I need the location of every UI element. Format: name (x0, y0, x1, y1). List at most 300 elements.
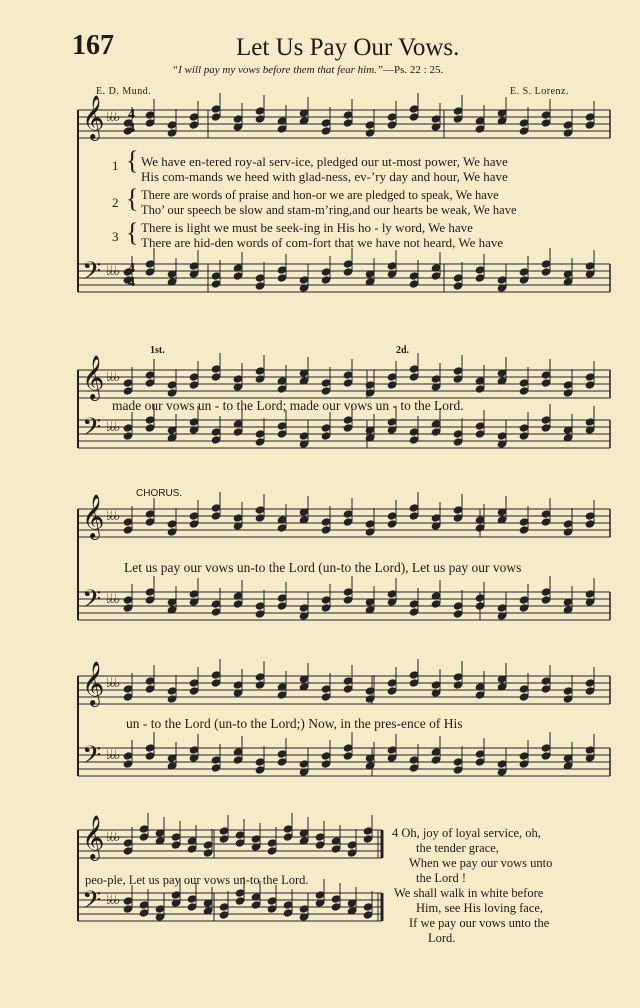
note-head (343, 685, 353, 693)
note-head (585, 520, 595, 528)
note-head (363, 827, 373, 835)
note-head (233, 272, 243, 280)
note-head (219, 903, 229, 911)
note-head (145, 371, 155, 379)
note-head (387, 381, 397, 389)
note-head (145, 416, 155, 424)
note-head (251, 901, 261, 909)
note-head (233, 514, 243, 522)
note-head (563, 129, 573, 137)
note-head (343, 510, 353, 518)
note-head (431, 514, 441, 522)
note-head (145, 111, 155, 119)
time-bottom: 4 (128, 275, 135, 290)
note-head (255, 430, 265, 438)
key-signature-flats: ♭♭♭ (106, 420, 119, 435)
note-head (277, 750, 287, 758)
note-head (519, 752, 529, 760)
verse-number-1: 1 (112, 158, 119, 173)
note-head (541, 119, 551, 127)
note-head (475, 274, 485, 282)
note-head (123, 693, 133, 701)
note-head (299, 276, 309, 284)
note-head (409, 373, 419, 381)
bass-clef-icon: 𝄢 (82, 741, 102, 776)
note-head (277, 594, 287, 602)
note-head (365, 695, 375, 703)
system-2-lyric: made our vows un - to the Lord; made our vows un - to the Lord. (112, 398, 464, 413)
note-head (145, 119, 155, 127)
note-head (519, 604, 529, 612)
note-head (219, 911, 229, 919)
time-top: 4 (128, 261, 135, 276)
note-head (541, 518, 551, 526)
note-head (387, 512, 397, 520)
note-head (585, 373, 595, 381)
note-head (585, 746, 595, 754)
note-head (321, 127, 331, 135)
note-head (145, 588, 155, 596)
key-signature-flats: ♭♭♭ (106, 264, 119, 279)
note-head (453, 766, 463, 774)
key-signature-flats: ♭♭♭ (106, 893, 119, 908)
note-head (145, 596, 155, 604)
note-head (541, 379, 551, 387)
note-head (277, 266, 287, 274)
system-4-lyric: un - to the Lord (un-to the Lord;) Now, in the pres-ence of His (126, 716, 463, 731)
note-head (167, 695, 177, 703)
note-head (211, 679, 221, 687)
note-head (277, 758, 287, 766)
note-head (585, 679, 595, 687)
note-head (541, 685, 551, 693)
note-head (519, 693, 529, 701)
note-head (155, 905, 165, 913)
note-head (277, 691, 287, 699)
note-head (519, 379, 529, 387)
note-head (233, 600, 243, 608)
note-head (315, 841, 325, 849)
treble-clef-icon: 𝄞 (82, 355, 105, 399)
note-head (475, 125, 485, 133)
note-head (251, 835, 261, 843)
note-head (211, 671, 221, 679)
note-head (409, 600, 419, 608)
stanza-4-line-8: Lord. (428, 931, 456, 945)
note-head (343, 424, 353, 432)
note-head (343, 111, 353, 119)
note-head (519, 276, 529, 284)
note-head (321, 119, 331, 127)
note-head (541, 260, 551, 268)
note-head (145, 752, 155, 760)
note-head (171, 841, 181, 849)
note-head (453, 514, 463, 522)
note-head (123, 518, 133, 526)
note-head (187, 895, 197, 903)
note-head (431, 272, 441, 280)
note-head (363, 911, 373, 919)
note-head (299, 432, 309, 440)
first-ending-label: 1st. (150, 345, 165, 356)
note-head (145, 379, 155, 387)
note-head (331, 903, 341, 911)
note-head (519, 127, 529, 135)
note-head (475, 750, 485, 758)
note-head (211, 113, 221, 121)
note-head (475, 602, 485, 610)
note-head (145, 677, 155, 685)
note-head (171, 833, 181, 841)
note-head (189, 262, 199, 270)
note-head (255, 375, 265, 383)
note-head (563, 381, 573, 389)
note-head (123, 604, 133, 612)
note-head (453, 375, 463, 383)
time-signature (128, 108, 135, 136)
system-5-lyric: peo-ple, Let us pay our vows un-to the Lord. (85, 873, 309, 887)
note-head (409, 504, 419, 512)
note-head (277, 385, 287, 393)
stanza-4-line-7: If we pay our vows unto the (409, 916, 550, 930)
verse-brace-1: { (126, 146, 139, 175)
verse-brace-3: { (126, 218, 139, 247)
note-head (431, 375, 441, 383)
note-head (321, 526, 331, 534)
note-head (409, 428, 419, 436)
note-head (321, 379, 331, 387)
note-head (519, 268, 529, 276)
note-head (321, 387, 331, 395)
note-head (585, 590, 595, 598)
note-head (475, 758, 485, 766)
stanza-4-line-5: We shall walk in white before (394, 886, 544, 900)
lyricist: E. D. Mund. (96, 86, 152, 97)
note-head (267, 839, 277, 847)
note-head (123, 596, 133, 604)
note-head (211, 272, 221, 280)
note-head (563, 520, 573, 528)
note-head (211, 764, 221, 772)
note-head (475, 524, 485, 532)
verse-number-2: 2 (112, 195, 119, 210)
note-head (233, 681, 243, 689)
note-head (189, 679, 199, 687)
note-head (585, 113, 595, 121)
note-head (233, 428, 243, 436)
note-head (409, 280, 419, 288)
note-head (387, 746, 397, 754)
note-head (189, 512, 199, 520)
note-head (519, 596, 529, 604)
note-head (453, 367, 463, 375)
note-head (475, 266, 485, 274)
note-head (497, 432, 507, 440)
note-head (431, 428, 441, 436)
note-head (123, 760, 133, 768)
note-head (171, 891, 181, 899)
bass-clef-icon: 𝄢 (82, 413, 102, 448)
note-head (211, 504, 221, 512)
note-head (387, 687, 397, 695)
note-head (145, 424, 155, 432)
note-head (387, 121, 397, 129)
note-head (167, 129, 177, 137)
note-head (343, 416, 353, 424)
note-head (321, 693, 331, 701)
note-head (277, 430, 287, 438)
note-head (365, 129, 375, 137)
key-signature-flats: ♭♭♭ (106, 830, 119, 845)
stanza-4-line-6: Him, see His loving face, (416, 901, 544, 915)
note-head (431, 115, 441, 123)
note-head (409, 436, 419, 444)
note-head (315, 833, 325, 841)
hymn-title: Let Us Pay Our Vows. (236, 34, 460, 61)
note-head (321, 424, 331, 432)
note-head (343, 596, 353, 604)
treble-clef-icon: 𝄞 (82, 494, 105, 538)
note-head (211, 105, 221, 113)
note-head (255, 438, 265, 446)
chorus-label: CHORUS. (136, 488, 183, 499)
note-head (211, 600, 221, 608)
note-head (453, 758, 463, 766)
note-head (519, 387, 529, 395)
note-head (331, 895, 341, 903)
note-head (189, 373, 199, 381)
verse-1-line-2: His com-mands we heed with glad-ness, ev-’ry day and hour, We have (141, 169, 508, 184)
note-head (387, 113, 397, 121)
note-head (123, 379, 133, 387)
epigraph-text: “I will pay my vows before them that fear him.” (172, 64, 384, 76)
note-head (431, 681, 441, 689)
note-head (255, 506, 265, 514)
note-head (277, 524, 287, 532)
note-head (343, 744, 353, 752)
verse-number-3: 3 (112, 229, 119, 244)
note-head (475, 430, 485, 438)
note-head (585, 262, 595, 270)
note-head (139, 833, 149, 841)
verse-2-line-1: There are words of praise and hon-or we are pledged to speak, We have (141, 188, 499, 202)
note-head (365, 121, 375, 129)
note-head (585, 418, 595, 426)
note-head (123, 424, 133, 432)
note-head (519, 526, 529, 534)
note-head (255, 681, 265, 689)
note-head (235, 831, 245, 839)
note-head (563, 687, 573, 695)
note-head (235, 839, 245, 847)
note-head (321, 604, 331, 612)
note-head (189, 746, 199, 754)
note-head (453, 610, 463, 618)
note-head (563, 389, 573, 397)
note-head (321, 760, 331, 768)
note-head (123, 387, 133, 395)
treble-clef-icon: 𝄞 (82, 815, 105, 859)
note-head (409, 764, 419, 772)
verse-1-line-1: We have en-tered roy-al serv-ice, pledged our ut-most power, We have (141, 154, 508, 169)
note-head (563, 528, 573, 536)
note-head (189, 418, 199, 426)
composer: E. S. Lorenz. (510, 86, 569, 97)
note-head (299, 604, 309, 612)
note-head (235, 889, 245, 897)
note-head (343, 119, 353, 127)
note-head (453, 107, 463, 115)
note-head (321, 518, 331, 526)
note-head (365, 520, 375, 528)
key-signature-flats: ♭♭♭ (106, 110, 119, 125)
note-head (541, 416, 551, 424)
note-head (387, 520, 397, 528)
note-head (145, 518, 155, 526)
note-head (497, 604, 507, 612)
note-head (255, 107, 265, 115)
note-head (519, 760, 529, 768)
note-head (409, 608, 419, 616)
note-head (145, 510, 155, 518)
note-head (123, 685, 133, 693)
verse-2-line-2: Tho’ our speech be slow and stam-m’ring,and our hearts be weak, We have (141, 203, 517, 217)
note-head (139, 901, 149, 909)
note-head (203, 849, 213, 857)
second-ending-label: 2d. (396, 345, 410, 356)
note-head (167, 528, 177, 536)
note-head (541, 371, 551, 379)
note-head (541, 111, 551, 119)
note-head (409, 113, 419, 121)
note-head (365, 687, 375, 695)
note-head (321, 268, 331, 276)
note-head (563, 121, 573, 129)
note-head (283, 909, 293, 917)
bass-clef-icon: 𝄢 (82, 585, 102, 620)
note-head (453, 506, 463, 514)
note-head (343, 588, 353, 596)
note-head (123, 752, 133, 760)
note-head (145, 685, 155, 693)
note-head (409, 756, 419, 764)
note-head (453, 438, 463, 446)
note-head (453, 673, 463, 681)
treble-clef-icon: 𝄞 (82, 95, 105, 139)
note-head (343, 379, 353, 387)
note-head (189, 590, 199, 598)
note-head (167, 687, 177, 695)
note-head (519, 518, 529, 526)
note-head (563, 695, 573, 703)
key-signature-flats: ♭♭♭ (106, 509, 119, 524)
note-head (541, 424, 551, 432)
note-head (343, 260, 353, 268)
note-head (343, 268, 353, 276)
note-head (541, 752, 551, 760)
note-head (123, 897, 133, 905)
note-head (409, 105, 419, 113)
note-head (431, 600, 441, 608)
verse-brace-2: { (126, 184, 139, 213)
note-head (343, 371, 353, 379)
note-head (321, 596, 331, 604)
note-head (255, 673, 265, 681)
note-head (453, 430, 463, 438)
note-head (497, 276, 507, 284)
note-head (267, 847, 277, 855)
time-top: 4 (128, 107, 135, 122)
note-head (299, 905, 309, 913)
note-head (145, 268, 155, 276)
note-head (331, 845, 341, 853)
note-head (283, 833, 293, 841)
note-head (277, 602, 287, 610)
note-head (255, 282, 265, 290)
note-head (189, 113, 199, 121)
bass-clef-icon: 𝄢 (82, 886, 102, 921)
note-head (387, 590, 397, 598)
note-head (211, 280, 221, 288)
note-head (167, 389, 177, 397)
note-head (211, 428, 221, 436)
treble-clef-icon: 𝄞 (82, 661, 105, 705)
note-head (519, 119, 529, 127)
note-head (363, 903, 373, 911)
key-signature-flats: ♭♭♭ (106, 676, 119, 691)
note-head (453, 115, 463, 123)
note-head (453, 282, 463, 290)
note-head (277, 125, 287, 133)
key-signature-flats: ♭♭♭ (106, 748, 119, 763)
stanza-4-line-4: the Lord ! (416, 871, 466, 885)
note-head (387, 262, 397, 270)
stanza-4-line-2: the tender grace, (416, 841, 499, 855)
note-head (347, 849, 357, 857)
note-head (145, 744, 155, 752)
note-head (211, 608, 221, 616)
note-head (431, 756, 441, 764)
note-head (541, 588, 551, 596)
note-head (233, 375, 243, 383)
note-head (189, 520, 199, 528)
note-head (139, 909, 149, 917)
note-head (387, 373, 397, 381)
system-3-lyric: Let us pay our vows un-to the Lord (un-to the Lord), Let us pay our vows (124, 560, 522, 575)
note-head (283, 901, 293, 909)
note-head (255, 367, 265, 375)
note-head (321, 752, 331, 760)
note-head (123, 432, 133, 440)
note-head (453, 274, 463, 282)
note-head (123, 839, 133, 847)
note-head (475, 422, 485, 430)
note-head (519, 424, 529, 432)
note-head (409, 671, 419, 679)
note-head (211, 365, 221, 373)
note-head (409, 365, 419, 373)
key-signature-flats: ♭♭♭ (106, 592, 119, 607)
epigraph-reference: —Ps. 22 : 25. (383, 64, 444, 76)
time-bottom: 4 (128, 121, 135, 136)
note-head (167, 121, 177, 129)
note-head (277, 274, 287, 282)
note-head (387, 418, 397, 426)
note-head (219, 835, 229, 843)
note-head (585, 121, 595, 129)
note-head (585, 512, 595, 520)
note-head (409, 679, 419, 687)
